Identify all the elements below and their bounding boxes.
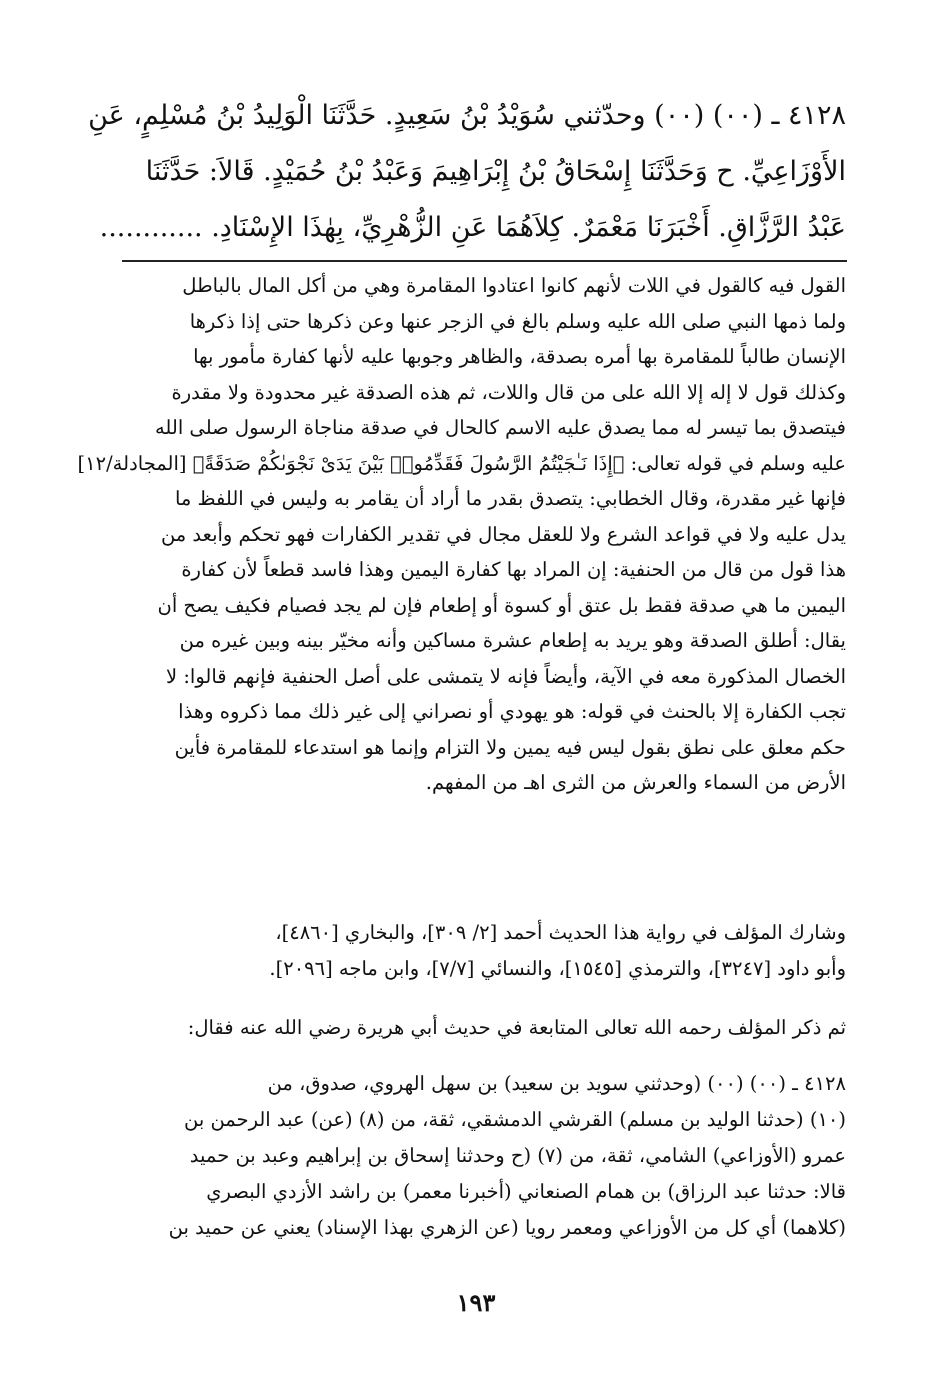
takhrij-line: وأبو داود [٣٢٤٧]، والترمذي [١٥٤٥]، والنسائي [٧/٧]، وابن ماجه [٢٠٩٦].: [269, 957, 846, 980]
footnote-line: فإنها غير مقدرة، وقال الخطابي: يتصدق بقدر ما أراد أن يقامر به وليس في اللفظ ما: [174, 487, 846, 510]
takhrij-paragraph: [100, 915, 846, 987]
footnote-line: حكم معلق على نطق بقول ليس فيه يمين ولا التزام وإنما هو استدعاء للمقامرة فأين: [174, 735, 846, 759]
mutabaa-intro: [100, 1010, 846, 1046]
sharh-line: (١٠) (حدثنا الوليد بن مسلم) القرشي الدمشقي، ثقة، من (٨) (عن) عبد الرحمن بن: [183, 1108, 846, 1131]
page-number: ١٩٣: [456, 1288, 496, 1317]
hadith-line: ٤١٢٨ ـ (٠٠) (٠٠) وحدّثني سُوَيْدُ بْنُ سَعِيدٍ. حَدَّثَنَا الْوَلِيدُ بْنُ مُسْلِمٍ، عَنِ: [88, 100, 846, 131]
mutabaa-intro-line: ثم ذكر المؤلف رحمه الله تعالى المتابعة في حديث أبي هريرة رضي الله عنه فقال:: [187, 1016, 846, 1039]
footnote-line: تجب الكفارة إلا بالحنث في قوله: هو يهودي أو نصراني إلى غير ذلك مما ذكروه وهذا: [178, 700, 846, 723]
footnote-line: فيتصدق بما تيسر له مما يصدق عليه الاسم كالحال في صدقة مناجاة الرسول صلى الله: [154, 416, 846, 439]
footnote-commentary: [77, 268, 846, 801]
footnote-line: عليه وسلم في قوله تعالى: ﴿إِذَا نَـٰجَيْتُمُ الرَّسُولَ فَقَدِّمُوا۟ بَيْنَ يَدَىْ نَجْوَىٰكُمْ صَدَقَةً﴾ [المجادلة/١٢]: [77, 451, 846, 475]
footnote-line: الخصال المذكورة معه في الآية، وأيضاً فإنه لا يتمشى على أصل الحنفية فإنهم قالوا: لا: [166, 664, 846, 688]
sharh-paragraph: [100, 1066, 846, 1246]
separator-rule: [122, 260, 847, 262]
hadith-line: الأَوْزَاعِيِّ. ح وَحَدَّثَنَا إِسْحَاقُ بْنُ إِبْرَاهِيمَ وَعَبْدُ بْنُ حُمَيْدٍ. قَالاَ: حَدَّثَنَا: [145, 156, 846, 187]
footnote-line: اليمين ما هي صدقة فقط بل عتق أو كسوة أو إطعام فإن لم يجد فصيام فكيف يصح أن: [157, 593, 846, 617]
footnote-line: القول فيه كالقول في اللات لأنهم كانوا اعتادوا المقامرة وهي من أكل المال بالباطل: [182, 274, 846, 297]
sharh-line: (كلاهما) أي كل من الأوزاعي ومعمر رويا (عن الزهري بهذا الإسناد) يعني عن حميد بن: [168, 1216, 846, 1239]
hadith-line: عَبْدُ الرَّزَّاقِ. أَخْبَرَنَا مَعْمَرٌ. كِلاَهُمَا عَنِ الزُّهْرِيِّ، بِهٰذَا الإِسْنَادِ. ............: [99, 212, 846, 243]
hadith-text: [88, 88, 846, 256]
footnote-line: وكذلك قول لا إله إلا الله على من قال واللات، ثم هذه الصدقة غير محدودة ولا مقدرة: [171, 380, 846, 404]
footnote-line: هذا قول من قال من الحنفية: إن المراد بها كفارة اليمين وهذا فاسد قطعاً لأن كفارة: [181, 558, 846, 581]
sharh-line: عمرو (الأوزاعي) الشامي، ثقة، من (٧) (ح وحدثنا إسحاق بن إبراهيم وعبد بن حميد: [189, 1144, 846, 1167]
footnote-line: الأرض من السماء والعرش من الثرى اهـ من المفهم.: [425, 771, 846, 794]
footnote-line: يقال: أطلق الصدقة وهو يريد به إطعام عشرة مساكين وأنه مخيّر بينه وبين غيره من: [179, 629, 846, 652]
footnote-line: ولما ذمها النبي صلى الله عليه وسلم بالغ في الزجر عنها وعن ذكرها حتى إذا ذكرها: [189, 309, 846, 333]
footnote-line: الإنسان طالباً للمقامرة بها أمره بصدقة، والظاهر وجوبها عليه لأنها كفارة مأمور بها: [193, 345, 846, 368]
footnote-line: يدل عليه ولا في قواعد الشرع ولا للعقل مجال في تقدير الكفارات فهو تحكم وأبعد من: [160, 522, 846, 546]
sharh-line: قالا: حدثنا عبد الرزاق) بن همام الصنعاني (أخبرنا معمر) بن راشد الأزدي البصري: [206, 1180, 846, 1203]
sharh-line: ٤١٢٨ ـ (٠٠) (٠٠) (وحدثني سويد بن سعيد) بن سهل الهروي، صدوق، من: [267, 1072, 846, 1095]
takhrij-line: وشارك المؤلف في رواية هذا الحديث أحمد [٢/ ٣٠٩]، والبخاري [٤٨٦٠]،: [275, 921, 846, 944]
